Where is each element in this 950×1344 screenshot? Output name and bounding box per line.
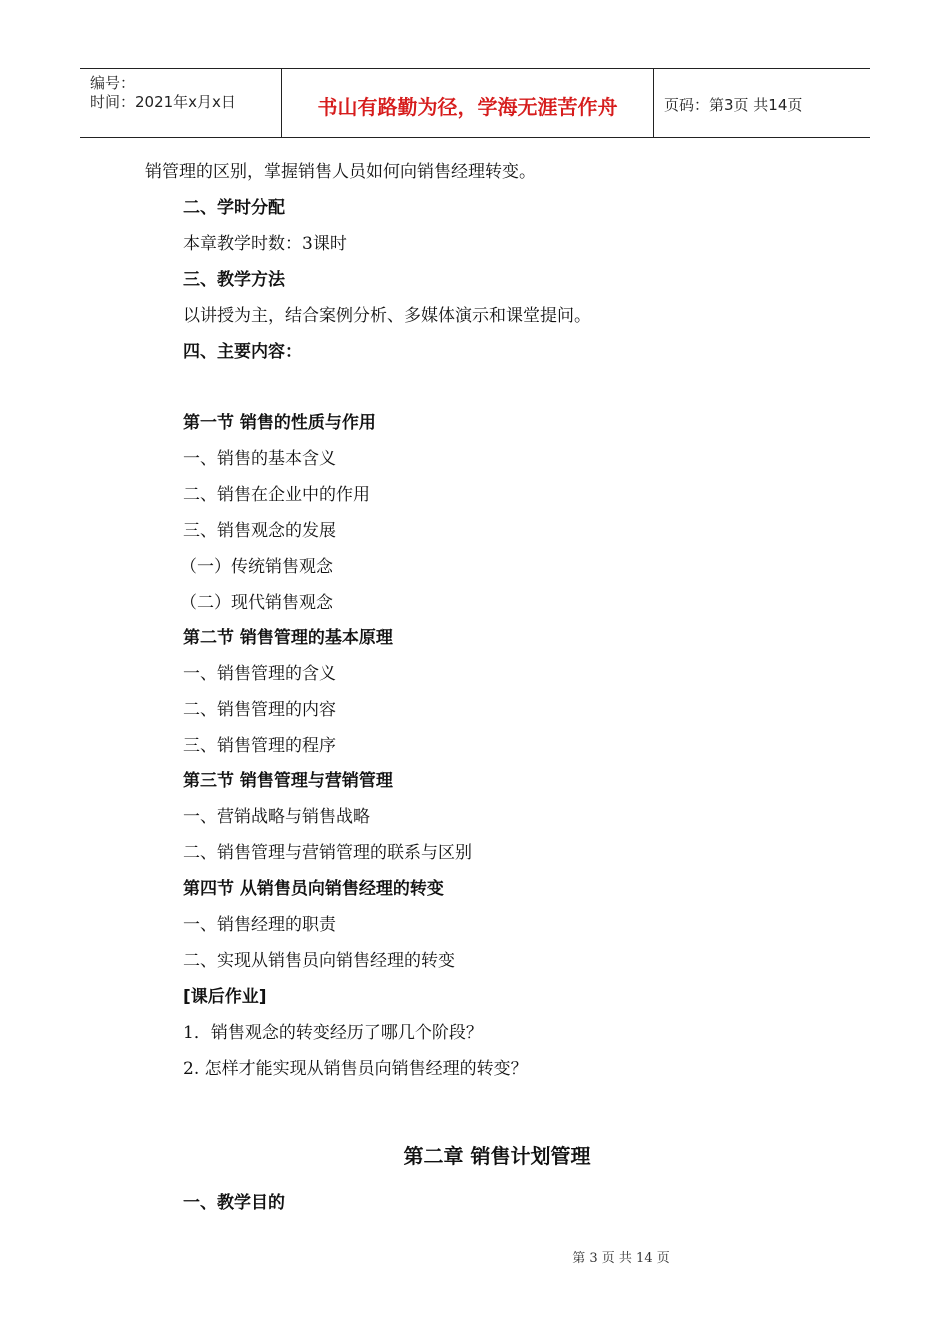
list-item: 二、销售管理与营销管理的联系与区别 [183,843,472,863]
list-item: 二、实现从销售员向销售经理的转变 [183,951,455,971]
homework-question: 1．销售观念的转变经历了哪几个阶段？ [183,1023,483,1043]
page-header [80,68,870,138]
list-item: 二、销售在企业中的作用 [183,485,370,505]
header-motto: 书山有路勤为径，学海无涯苦作舟 [317,95,618,119]
document-number-label: 编号： [90,74,136,92]
list-item: 一、销售经理的职责 [183,915,336,935]
list-item: 一、营销战略与销售战略 [183,807,370,827]
document-time-label: 时间：2021年x月x日 [90,93,236,111]
continued-paragraph: 销管理的区别，掌握销售人员如何向销售经理转变。 [145,162,536,182]
list-item: 三、销售观念的发展 [183,521,336,541]
list-item: （二）现代销售观念 [180,593,333,613]
section-title-2: 第二节 销售管理的基本原理 [183,628,393,648]
section-title-3: 第三节 销售管理与营销管理 [183,771,393,791]
header-page-cell [654,69,870,137]
section-heading-purpose: 一、教学目的 [183,1193,285,1213]
list-item: （一）传统销售观念 [180,557,333,577]
section-title-4: 第四节 从销售员向销售经理的转变 [183,879,444,899]
list-item: 三、销售管理的程序 [183,736,336,756]
list-item: 二、销售管理的内容 [183,700,336,720]
section-title-1: 第一节 销售的性质与作用 [183,413,376,433]
hours-text: 本章教学时数：3课时 [183,234,347,254]
homework-question: 2. 怎样才能实现从销售员向销售经理的转变？ [183,1059,528,1079]
header-motto-cell [282,69,654,137]
section-heading-methods: 三、教学方法 [183,270,285,290]
header-page-info: 页码：第3页 共14页 [664,96,803,114]
chapter-title: 第二章 销售计划管理 [403,1144,591,1168]
list-item: 一、销售的基本含义 [183,449,336,469]
list-item: 一、销售管理的含义 [183,664,336,684]
homework-title: [课后作业] [183,987,267,1007]
methods-text: 以讲授为主，结合案例分析、多媒体演示和课堂提问。 [183,306,591,326]
page-footer: 第 3 页 共 14 页 [572,1251,670,1266]
header-meta-cell [80,69,282,137]
section-heading-hours: 二、学时分配 [183,198,285,218]
section-heading-content: 四、主要内容： [183,342,302,362]
